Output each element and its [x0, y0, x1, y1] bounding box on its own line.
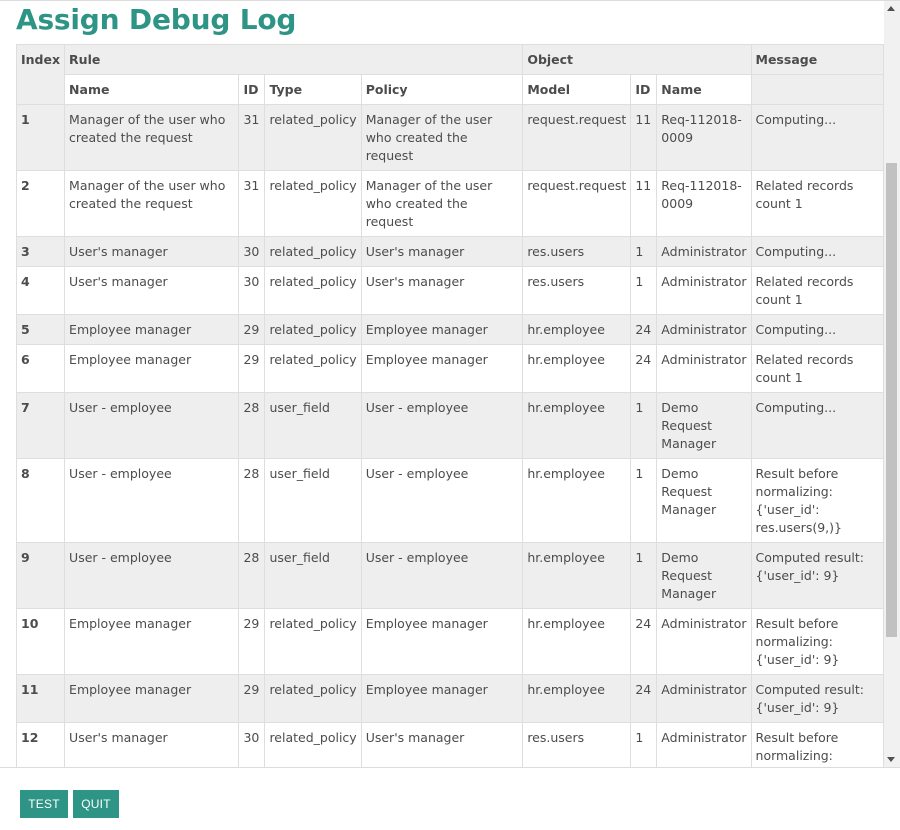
rule-policy-cell: User - employee [361, 459, 523, 543]
object-model-cell: hr.employee [523, 543, 631, 609]
table-row [17, 543, 884, 609]
object-id-cell: 1 [631, 459, 657, 543]
rule-name-cell: Employee manager [65, 675, 239, 723]
rule-id-cell: 28 [239, 543, 265, 609]
table-row [17, 393, 884, 459]
object-model-cell: res.users [523, 723, 631, 768]
rule-name-cell: Manager of the user who created the request [65, 105, 239, 171]
rule-policy-cell: Manager of the user who created the request [361, 171, 523, 237]
rule-type-cell: user_field [265, 459, 361, 543]
message-cell: Result before normalizing: {'user_id': 9} [751, 609, 883, 675]
header-rule-policy: Policy [361, 75, 523, 105]
object-name-cell: Demo Request Manager [657, 459, 751, 543]
object-model-cell: hr.employee [523, 315, 631, 345]
table-row [17, 675, 884, 723]
rule-policy-cell: Employee manager [361, 609, 523, 675]
debug-log-rows [17, 105, 884, 768]
object-model-cell: res.users [523, 237, 631, 267]
object-name-cell: Administrator [657, 675, 751, 723]
row-index: 5 [17, 315, 65, 345]
row-index: 10 [17, 609, 65, 675]
header-object: Object [523, 45, 751, 75]
message-cell: Computing... [751, 315, 883, 345]
row-index: 1 [17, 105, 65, 171]
rule-id-cell: 29 [239, 345, 265, 393]
table-row [17, 105, 884, 171]
rule-type-cell: user_field [265, 393, 361, 459]
rule-type-cell: related_policy [265, 267, 361, 315]
dialog-title: Assign Debug Log [16, 3, 297, 36]
header-object-model: Model [523, 75, 631, 105]
rule-name-cell: User's manager [65, 267, 239, 315]
rule-id-cell: 29 [239, 315, 265, 345]
dialog-body[interactable] [0, 1, 884, 767]
header-rule-id: ID [239, 75, 265, 105]
message-cell: Computed result: {'user_id': 9} [751, 675, 883, 723]
rule-type-cell: related_policy [265, 171, 361, 237]
object-name-cell: Administrator [657, 237, 751, 267]
rule-id-cell: 28 [239, 393, 265, 459]
table-row [17, 171, 884, 237]
rule-id-cell: 31 [239, 105, 265, 171]
object-model-cell: hr.employee [523, 609, 631, 675]
message-cell: Related records count 1 [751, 345, 883, 393]
rule-name-cell: Employee manager [65, 345, 239, 393]
object-name-cell: Req-112018-0009 [657, 171, 751, 237]
row-index: 3 [17, 237, 65, 267]
object-name-cell: Administrator [657, 609, 751, 675]
header-index: Index [17, 45, 65, 105]
object-model-cell: res.users [523, 267, 631, 315]
object-model-cell: request.request [523, 171, 631, 237]
object-id-cell: 11 [631, 105, 657, 171]
rule-policy-cell: Employee manager [361, 345, 523, 393]
object-name-cell: Administrator [657, 345, 751, 393]
object-model-cell: request.request [523, 105, 631, 171]
rule-name-cell: User - employee [65, 393, 239, 459]
rule-id-cell: 29 [239, 675, 265, 723]
table-row [17, 237, 884, 267]
message-cell: Computing... [751, 393, 883, 459]
rule-type-cell: related_policy [265, 609, 361, 675]
message-cell: Computing... [751, 237, 883, 267]
rule-name-cell: Manager of the user who created the request [65, 171, 239, 237]
header-object-id: ID [631, 75, 657, 105]
quit-button[interactable]: QUIT [73, 790, 119, 818]
rule-policy-cell: Manager of the user who created the request [361, 105, 523, 171]
message-cell: Related records count 1 [751, 171, 883, 237]
rule-name-cell: Employee manager [65, 315, 239, 345]
object-model-cell: hr.employee [523, 675, 631, 723]
rule-type-cell: related_policy [265, 237, 361, 267]
dialog-footer [0, 767, 900, 830]
object-id-cell: 1 [631, 393, 657, 459]
header-rule-name: Name [65, 75, 239, 105]
rule-type-cell: user_field [265, 543, 361, 609]
message-cell: Computing... [751, 105, 883, 171]
object-id-cell: 11 [631, 171, 657, 237]
object-id-cell: 24 [631, 345, 657, 393]
object-model-cell: hr.employee [523, 345, 631, 393]
object-id-cell: 1 [631, 723, 657, 768]
rule-policy-cell: User - employee [361, 543, 523, 609]
rule-type-cell: related_policy [265, 675, 361, 723]
row-index: 7 [17, 393, 65, 459]
rule-name-cell: Employee manager [65, 609, 239, 675]
rule-type-cell: related_policy [265, 105, 361, 171]
row-index: 2 [17, 171, 65, 237]
rule-id-cell: 31 [239, 171, 265, 237]
rule-name-cell: User's manager [65, 723, 239, 768]
table-row [17, 267, 884, 315]
scroll-up-arrow-icon[interactable] [887, 6, 895, 11]
rule-id-cell: 29 [239, 609, 265, 675]
object-id-cell: 24 [631, 609, 657, 675]
object-id-cell: 1 [631, 237, 657, 267]
row-index: 6 [17, 345, 65, 393]
row-index: 11 [17, 675, 65, 723]
object-name-cell: Administrator [657, 723, 751, 768]
rule-type-cell: related_policy [265, 345, 361, 393]
table-row [17, 459, 884, 543]
rule-policy-cell: User's manager [361, 723, 523, 768]
rule-name-cell: User - employee [65, 459, 239, 543]
rule-policy-cell: Employee manager [361, 675, 523, 723]
object-id-cell: 24 [631, 675, 657, 723]
row-index: 8 [17, 459, 65, 543]
object-name-cell: Administrator [657, 267, 751, 315]
table-row [17, 723, 884, 768]
header-message: Message [751, 45, 883, 75]
rule-id-cell: 30 [239, 267, 265, 315]
object-model-cell: hr.employee [523, 459, 631, 543]
object-name-cell: Administrator [657, 315, 751, 345]
rule-policy-cell: User's manager [361, 237, 523, 267]
rule-policy-cell: User's manager [361, 267, 523, 315]
table-row [17, 345, 884, 393]
header-rule: Rule [65, 45, 523, 75]
message-cell: Computed result: {'user_id': 9} [751, 543, 883, 609]
object-model-cell: hr.employee [523, 393, 631, 459]
object-id-cell: 24 [631, 315, 657, 345]
rule-policy-cell: Employee manager [361, 315, 523, 345]
rule-policy-cell: User - employee [361, 393, 523, 459]
row-index: 9 [17, 543, 65, 609]
rule-id-cell: 28 [239, 459, 265, 543]
rule-id-cell: 30 [239, 723, 265, 768]
table-row [17, 315, 884, 345]
message-cell: Result before normalizing: [751, 723, 883, 768]
rule-name-cell: User's manager [65, 237, 239, 267]
object-name-cell: Demo Request Manager [657, 393, 751, 459]
debug-log-table [16, 44, 884, 767]
test-button[interactable]: TEST [20, 790, 68, 818]
rule-type-cell: related_policy [265, 315, 361, 345]
scrollbar-thumb[interactable] [886, 163, 897, 637]
table-row [17, 609, 884, 675]
row-index: 4 [17, 267, 65, 315]
rule-type-cell: related_policy [265, 723, 361, 768]
rule-name-cell: User - employee [65, 543, 239, 609]
object-name-cell: Demo Request Manager [657, 543, 751, 609]
message-cell: Related records count 1 [751, 267, 883, 315]
object-name-cell: Req-112018-0009 [657, 105, 751, 171]
row-index: 12 [17, 723, 65, 768]
message-cell: Result before normalizing: {'user_id': res.users(9,)} [751, 459, 883, 543]
header-message-filler [751, 75, 883, 105]
object-id-cell: 1 [631, 543, 657, 609]
header-rule-type: Type [265, 75, 361, 105]
rule-id-cell: 30 [239, 237, 265, 267]
scroll-down-arrow-icon[interactable] [887, 757, 895, 762]
header-object-name: Name [657, 75, 751, 105]
object-id-cell: 1 [631, 267, 657, 315]
